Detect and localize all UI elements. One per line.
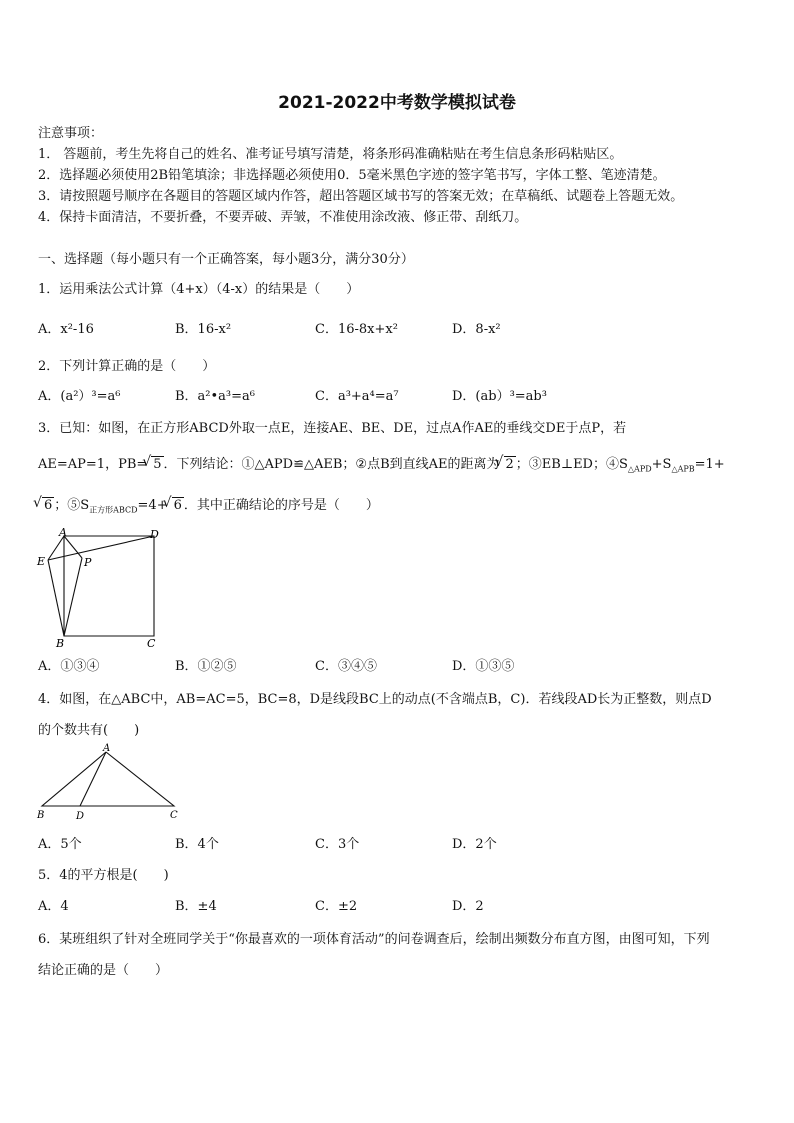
option-c: C．16-8x+x² (315, 322, 398, 337)
question-6-line-2: 结论正确的是（ ） (38, 963, 169, 978)
label-a: A (103, 743, 111, 754)
section-heading: 一、选择题（每小题只有一个正确答案，每小题3分，满分30分） (38, 252, 414, 267)
page-title: 2021-2022中考数学模拟试卷 (278, 93, 516, 113)
text-run: ．下列结论：①△APD≌△AEB；②点B到直线AE的距离为 (163, 457, 500, 472)
option-d: D．①③⑤ (452, 659, 515, 674)
label-c: C (147, 637, 156, 648)
label-b: B (56, 637, 65, 648)
label-d: D (76, 811, 85, 822)
notice-item: 4．保持卡面清洁，不要折叠，不要弄破、弄皱，不准使用涂改液、修正带、刮纸刀。 (38, 210, 528, 225)
label-a: A (59, 526, 67, 539)
square-figure (34, 526, 174, 648)
text-run: =4+ (137, 498, 168, 513)
option-a: A．4 (38, 899, 69, 914)
notice-item: 2．选择题必须使用2B铅笔填涂；非选择题必须使用0．5毫米黑色字迹的签字笔书写，字体工整、笔迹清楚。 (38, 168, 666, 183)
label-b: B (37, 810, 45, 821)
question-6-line-1: 6．某班组织了针对全班同学关于“你最喜欢的一项体育活动”的问卷调查后，绘制出频数分布直方图，由图可知，下列 (38, 932, 710, 947)
option-a: A．(a²）³=a⁶ (38, 389, 121, 404)
option-a: A．①③④ (38, 659, 100, 674)
segment-pb (64, 558, 82, 636)
question-3-line-3 (38, 494, 379, 516)
question-5-stem: 5．4的平方根是( ) (38, 868, 169, 883)
text-run: +S (651, 457, 672, 472)
segment-ad (80, 752, 106, 806)
radical: √ 6 (172, 497, 184, 513)
text-run: AE=AP=1，PB= (38, 457, 148, 472)
option-b: B．a²•a³=a⁶ (175, 389, 255, 404)
option-a: A．x²-16 (38, 322, 94, 337)
question-4-line-1: 4．如图，在△ABC中，AB=AC=5，BC=8，D是线段BC上的动点(不含端点B，C)．若线段AD长为正整数，则点D (38, 692, 712, 707)
question-3-options (38, 655, 598, 673)
triangle-figure (34, 742, 186, 822)
option-c: C．③④⑤ (315, 659, 377, 674)
option-c: C．a³+a⁴=a⁷ (315, 389, 399, 404)
question-1-options (38, 318, 598, 336)
segment-eb (48, 560, 64, 636)
text-run: =1+ (694, 457, 725, 472)
question-2-options (38, 385, 598, 403)
option-b: B．4个 (175, 837, 219, 852)
option-c: C．3个 (315, 837, 360, 852)
text-run: ．其中正确结论的序号是（ ） (183, 498, 379, 513)
subscript: 正方形ABCD (89, 505, 138, 515)
square-abcd (64, 536, 154, 636)
notice-item: 3．请按照题号顺序在各题目的答题区域内作答，超出答题区域书写的答案无效；在草稿纸、试题卷上答题无效。 (38, 189, 684, 204)
subscript: △APB (671, 464, 695, 474)
notice-item: 1． 答题前，考生先将自己的姓名、准考证号填写清楚，将条形码准确粘贴在考生信息条形码粘贴区。 (38, 147, 623, 162)
text-run: ；⑤S (54, 498, 90, 513)
label-c: C (170, 810, 178, 821)
question-3-line-2 (38, 453, 725, 474)
subscript: △APD (627, 464, 652, 474)
text-run: ；③EB⊥ED；④S (515, 457, 628, 472)
option-c: C．±2 (315, 899, 358, 914)
label-d: D (150, 528, 159, 541)
option-d: D．8-x² (452, 322, 501, 337)
question-1-stem: 1．运用乘法公式计算（4+x）（4-x）的结果是（ ） (38, 282, 360, 297)
option-b: B．±4 (175, 899, 217, 914)
question-5-options (38, 895, 598, 913)
option-d: D．2个 (452, 837, 497, 852)
option-a: A．5个 (38, 837, 82, 852)
label-e: E (37, 555, 46, 568)
radical: √ 2 (504, 456, 516, 472)
option-d: D．(ab）³=ab³ (452, 389, 547, 404)
question-3-line-1: 3．已知：如图，在正方形ABCD外取一点E，连接AE、BE、DE，过点A作AE的垂线交DE于点P，若 (38, 421, 627, 436)
radical: √ 6 (42, 497, 54, 513)
question-2-stem: 2．下列计算正确的是（ ） (38, 359, 216, 374)
option-b: B．16-x² (175, 322, 232, 337)
option-d: D．2 (452, 899, 484, 914)
radical: √ 5 (151, 456, 163, 472)
question-4-line-2: 的个数共有( ) (38, 723, 140, 738)
label-p: P (84, 556, 92, 569)
notice-heading: 注意事项： (38, 126, 104, 141)
triangle-abc (42, 752, 174, 806)
question-4-options (38, 833, 598, 851)
option-b: B．①②⑤ (175, 659, 237, 674)
